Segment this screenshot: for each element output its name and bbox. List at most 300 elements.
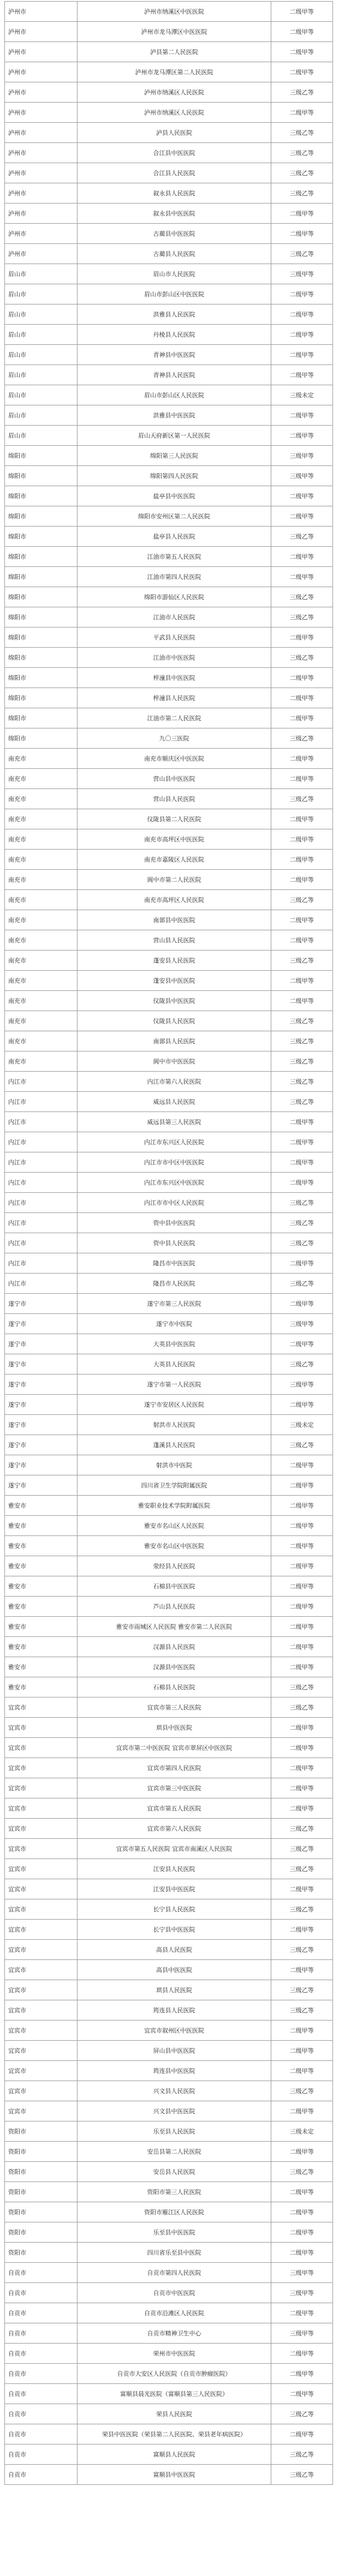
hospital-name-cell: 自贡市大安区人民医院（自贡市肿瘤医院） — [78, 2364, 271, 2384]
hospital-name-cell: 大英县中医医院 — [78, 1334, 271, 1354]
hospital-name-cell: 宜宾市第五人民医院 宜宾市南溪区人民医院 — [78, 1839, 271, 1859]
city-cell: 眉山市 — [5, 426, 78, 446]
hospital-name-cell: 仪陇县人民医院 — [78, 1011, 271, 1031]
city-cell: 泸州市 — [5, 143, 78, 163]
city-cell: 遂宁市 — [5, 1314, 78, 1334]
table-row — [5, 183, 333, 204]
city-cell: 宜宾市 — [5, 2061, 78, 2081]
hospital-name-cell: 叙永县中医医院 — [78, 204, 271, 224]
table-row — [5, 2444, 333, 2465]
hospital-name-cell: 泸州市龙马潭区第二人民医院 — [78, 62, 271, 82]
table-row — [5, 42, 333, 62]
hospital-name-cell: 梓潼县人民医院 — [78, 688, 271, 708]
table-row — [5, 2323, 333, 2344]
city-cell: 南充市 — [5, 1031, 78, 1051]
table-row — [5, 1920, 333, 1940]
city-cell: 绵阳市 — [5, 668, 78, 688]
table-row — [5, 809, 333, 829]
grade-cell: 三级乙等 — [271, 607, 332, 627]
grade-cell: 三级乙等 — [271, 1092, 332, 1112]
hospital-name-cell: 古蔺县中医医院 — [78, 224, 271, 244]
grade-cell: 三级乙等 — [271, 1819, 332, 1839]
city-cell: 南充市 — [5, 971, 78, 991]
table-row — [5, 1839, 333, 1859]
grade-cell: 二级甲等 — [271, 1879, 332, 1899]
table-row — [5, 1374, 333, 1395]
table-row — [5, 1556, 333, 1576]
city-cell: 泸州市 — [5, 204, 78, 224]
hospital-name-cell: 射洪市中医院 — [78, 1455, 271, 1475]
table-row — [5, 971, 333, 991]
grade-cell: 二级甲等 — [271, 2222, 332, 2243]
city-cell: 自贡市 — [5, 2384, 78, 2404]
table-row — [5, 284, 333, 304]
table-row — [5, 1274, 333, 1294]
hospital-name-cell: 遂宁市安居区人民医院 — [78, 1395, 271, 1415]
table-row — [5, 1092, 333, 1112]
table-row — [5, 547, 333, 567]
grade-cell: 三级乙等 — [271, 648, 332, 668]
city-cell: 绵阳市 — [5, 527, 78, 547]
table-row — [5, 991, 333, 1011]
city-cell: 绵阳市 — [5, 506, 78, 527]
table-row — [5, 527, 333, 547]
grade-cell: 二级甲等 — [271, 1475, 332, 1496]
table-row — [5, 1294, 333, 1314]
grade-cell: 三级乙等 — [271, 1940, 332, 1960]
hospital-name-cell: 仪陇县中医医院 — [78, 991, 271, 1011]
table-row — [5, 2283, 333, 2303]
table-row — [5, 607, 333, 627]
table-row — [5, 1395, 333, 1415]
grade-cell: 三级甲等 — [271, 446, 332, 466]
hospital-name-cell: 资阳市第三人民医院 — [78, 2182, 271, 2202]
grade-cell: 三级乙等 — [271, 2081, 332, 2101]
city-cell: 资阳市 — [5, 2243, 78, 2263]
city-cell: 泸州市 — [5, 82, 78, 103]
city-cell: 雅安市 — [5, 1576, 78, 1597]
table-row — [5, 163, 333, 183]
grade-cell: 三级乙等 — [271, 1011, 332, 1031]
hospital-name-cell: 丹棱县人民医院 — [78, 325, 271, 345]
hospital-name-cell: 合江县人民医院 — [78, 163, 271, 183]
city-cell: 遂宁市 — [5, 1395, 78, 1415]
city-cell: 自贡市 — [5, 2444, 78, 2465]
hospital-name-cell: 富顺县晨光医院（富顺县第三人民医院） — [78, 2384, 271, 2404]
city-cell: 泸州市 — [5, 62, 78, 82]
city-cell: 遂宁市 — [5, 1415, 78, 1435]
grade-cell: 二级甲等 — [271, 1718, 332, 1738]
table-row — [5, 1677, 333, 1698]
table-row — [5, 244, 333, 264]
table-row — [5, 1798, 333, 1819]
hospital-name-cell: 南部县中医医院 — [78, 910, 271, 930]
table-row — [5, 385, 333, 405]
grade-cell: 三级乙等 — [271, 2444, 332, 2465]
table-row — [5, 2121, 333, 2142]
table-row — [5, 2142, 333, 2162]
table-row — [5, 1435, 333, 1455]
grade-cell: 二级甲等 — [271, 1556, 332, 1576]
table-row — [5, 1455, 333, 1475]
hospital-name-cell: 青神县人民医院 — [78, 365, 271, 385]
hospital-name-cell: 营山县人民医院 — [78, 930, 271, 951]
grade-cell: 二级甲等 — [271, 1496, 332, 1516]
grade-cell: 三级乙等 — [271, 2000, 332, 2021]
grade-cell: 三级乙等 — [271, 1233, 332, 1253]
city-cell: 自贡市 — [5, 2323, 78, 2344]
table-row — [5, 1657, 333, 1677]
city-cell: 雅安市 — [5, 1657, 78, 1677]
table-row — [5, 304, 333, 325]
hospital-name-cell: 珙县人民医院 — [78, 1980, 271, 2000]
hospital-name-cell: 江油市第四人民医院 — [78, 567, 271, 587]
grade-cell: 二级甲等 — [271, 1597, 332, 1617]
grade-cell: 三级甲等 — [271, 1314, 332, 1334]
hospital-name-cell: 荣州市中医医院 — [78, 2344, 271, 2364]
grade-cell: 二级甲等 — [271, 304, 332, 325]
hospital-name-cell: 宜宾市第三中医医院 — [78, 1778, 271, 1798]
hospital-name-cell: 南充市高坪区中医医院 — [78, 829, 271, 850]
city-cell: 南充市 — [5, 930, 78, 951]
city-cell: 遂宁市 — [5, 1334, 78, 1354]
grade-cell: 三级甲等 — [271, 1374, 332, 1395]
table-row — [5, 82, 333, 103]
table-row — [5, 405, 333, 426]
table-row — [5, 1698, 333, 1718]
table-row — [5, 1940, 333, 1960]
hospital-name-cell: 南部县人民医院 — [78, 1031, 271, 1051]
grade-cell: 三级乙等 — [271, 951, 332, 971]
hospital-name-cell: 高县中医医院 — [78, 1960, 271, 1980]
hospital-name-cell: 盐亭县中医医院 — [78, 486, 271, 506]
hospital-name-cell: 宜宾市第二中医医院 宜宾市翠屏区中医医院 — [78, 1738, 271, 1758]
city-cell: 资阳市 — [5, 2222, 78, 2243]
table-row — [5, 1314, 333, 1334]
hospital-name-cell: 蓬溪县人民医院 — [78, 1435, 271, 1455]
grade-cell: 二级甲等 — [271, 1516, 332, 1536]
table-row — [5, 567, 333, 587]
city-cell: 遂宁市 — [5, 1354, 78, 1374]
grade-cell: 三级乙等 — [271, 163, 332, 183]
table-row — [5, 2101, 333, 2121]
grade-cell: 二级甲等 — [271, 62, 332, 82]
hospital-name-cell: 内江市市中区中医医院 — [78, 1152, 271, 1173]
grade-cell: 三级乙等 — [271, 82, 332, 103]
table-row — [5, 1879, 333, 1899]
city-cell: 内江市 — [5, 1233, 78, 1253]
table-row — [5, 1475, 333, 1496]
table-row — [5, 2465, 333, 2485]
table-row — [5, 1758, 333, 1778]
grade-cell: 二级甲等 — [271, 2101, 332, 2121]
table-row — [5, 204, 333, 224]
table-row — [5, 2000, 333, 2021]
table-row — [5, 1980, 333, 2000]
table-row — [5, 910, 333, 930]
hospital-name-cell: 珙县中医医院 — [78, 1718, 271, 1738]
grade-cell: 三级乙等 — [271, 1980, 332, 2000]
table-row — [5, 1516, 333, 1536]
grade-cell: 二级甲等 — [271, 1173, 332, 1193]
grade-cell: 二级甲等 — [271, 2041, 332, 2061]
table-row — [5, 2202, 333, 2222]
hospital-name-cell: 江油市第五人民医院 — [78, 547, 271, 567]
city-cell: 宜宾市 — [5, 1839, 78, 1859]
grade-cell: 三级乙等 — [271, 789, 332, 809]
hospital-name-cell: 内江市市中区人民医院 — [78, 1193, 271, 1213]
table-row — [5, 1960, 333, 1980]
hospital-name-cell: 威远县人民医院 — [78, 1092, 271, 1112]
city-cell: 自贡市 — [5, 2303, 78, 2323]
grade-cell: 二级甲等 — [271, 547, 332, 567]
grade-cell: 三级未定 — [271, 2121, 332, 2142]
table-row — [5, 1597, 333, 1617]
city-cell: 泸州市 — [5, 224, 78, 244]
hospital-name-cell: 蓬安县中医医院 — [78, 971, 271, 991]
hospital-name-cell: 乐至县人民医院 — [78, 2121, 271, 2142]
city-cell: 绵阳市 — [5, 708, 78, 728]
hospital-name-cell: 屏山县中医医院 — [78, 2041, 271, 2061]
table-row — [5, 2162, 333, 2182]
hospital-name-cell: 自贡市沿滩区人民医院 — [78, 2303, 271, 2323]
grade-cell: 三级乙等 — [271, 1839, 332, 1859]
city-cell: 雅安市 — [5, 1617, 78, 1637]
city-cell: 雅安市 — [5, 1516, 78, 1536]
city-cell: 泸州市 — [5, 183, 78, 204]
city-cell: 南充市 — [5, 951, 78, 971]
table-row — [5, 1253, 333, 1274]
hospital-name-cell: 眉山天府新区第一人民医院 — [78, 426, 271, 446]
hospital-name-cell: 隆昌市中医医院 — [78, 1253, 271, 1274]
grade-cell: 三级甲等 — [271, 2323, 332, 2344]
grade-cell: 二级甲等 — [271, 2424, 332, 2444]
hospital-name-cell: 江安县人民医院 — [78, 1859, 271, 1879]
table-row — [5, 1011, 333, 1031]
hospital-name-cell: 荣县人民医院 — [78, 2404, 271, 2424]
hospital-name-cell: 洪雅县中医医院 — [78, 405, 271, 426]
city-cell: 宜宾市 — [5, 2101, 78, 2121]
table-row — [5, 2, 333, 22]
city-cell: 内江市 — [5, 1274, 78, 1294]
grade-cell: 二级甲等 — [271, 1536, 332, 1556]
hospital-name-cell: 长宁县人民医院 — [78, 1899, 271, 1920]
table-row — [5, 1031, 333, 1051]
city-cell: 绵阳市 — [5, 547, 78, 567]
hospital-name-cell: 九〇三医院 — [78, 728, 271, 749]
hospital-name-cell: 隆昌市人民医院 — [78, 1274, 271, 1294]
city-cell: 眉山市 — [5, 405, 78, 426]
city-cell: 内江市 — [5, 1173, 78, 1193]
city-cell: 资阳市 — [5, 2182, 78, 2202]
table-row — [5, 1415, 333, 1435]
city-cell: 宜宾市 — [5, 1798, 78, 1819]
table-row — [5, 951, 333, 971]
city-cell: 自贡市 — [5, 2283, 78, 2303]
city-cell: 雅安市 — [5, 1637, 78, 1657]
table-row — [5, 1193, 333, 1213]
grade-cell: 二级甲等 — [271, 2384, 332, 2404]
city-cell: 遂宁市 — [5, 1475, 78, 1496]
city-cell: 宜宾市 — [5, 1899, 78, 1920]
hospital-table — [4, 1, 333, 2485]
city-cell: 南充市 — [5, 910, 78, 930]
hospital-name-cell: 高县人民医院 — [78, 1940, 271, 1960]
city-cell: 眉山市 — [5, 385, 78, 405]
grade-cell: 二级甲等 — [271, 809, 332, 829]
city-cell: 宜宾市 — [5, 1940, 78, 1960]
grade-cell: 二级甲等 — [271, 1253, 332, 1274]
grade-cell: 二级甲等 — [271, 2364, 332, 2384]
table-row — [5, 2384, 333, 2404]
table-row — [5, 2222, 333, 2243]
table-row — [5, 648, 333, 668]
grade-cell: 二级甲等 — [271, 2061, 332, 2081]
hospital-name-cell: 绵阳市游仙区人民医院 — [78, 587, 271, 607]
hospital-name-cell: 资阳市雁江区人民医院 — [78, 2202, 271, 2222]
grade-cell: 三级乙等 — [271, 2162, 332, 2182]
hospital-name-cell: 泸州市纳溪区人民医院 — [78, 82, 271, 103]
table-row — [5, 2344, 333, 2364]
city-cell: 雅安市 — [5, 1556, 78, 1576]
grade-cell: 三级乙等 — [271, 1698, 332, 1718]
grade-cell: 二级甲等 — [271, 2142, 332, 2162]
city-cell: 绵阳市 — [5, 446, 78, 466]
grade-cell: 二级甲等 — [271, 708, 332, 728]
city-cell: 泸州市 — [5, 22, 78, 42]
city-cell: 泸州市 — [5, 103, 78, 123]
city-cell: 宜宾市 — [5, 2041, 78, 2061]
table-row — [5, 728, 333, 749]
hospital-name-cell: 宜宾市第四人民医院 — [78, 1758, 271, 1778]
hospital-name-cell: 泸县第二人民医院 — [78, 42, 271, 62]
grade-cell: 三级乙等 — [271, 1274, 332, 1294]
hospital-name-cell: 绵阳第四人民医院 — [78, 466, 271, 486]
table-row — [5, 345, 333, 365]
table-row — [5, 143, 333, 163]
grade-cell: 二级甲等 — [271, 2202, 332, 2222]
hospital-name-cell: 汉源县人民医院 — [78, 1637, 271, 1657]
grade-cell: 二级甲等 — [271, 1960, 332, 1980]
city-cell: 绵阳市 — [5, 688, 78, 708]
city-cell: 内江市 — [5, 1193, 78, 1213]
grade-cell: 二级甲等 — [271, 103, 332, 123]
city-cell: 内江市 — [5, 1092, 78, 1112]
grade-cell: 三级乙等 — [271, 1072, 332, 1092]
grade-cell: 三级甲等 — [271, 2283, 332, 2303]
grade-cell: 三级乙等 — [271, 527, 332, 547]
city-cell: 自贡市 — [5, 2404, 78, 2424]
city-cell: 宜宾市 — [5, 1879, 78, 1899]
hospital-name-cell: 泸县人民医院 — [78, 123, 271, 143]
grade-cell: 三级乙等 — [271, 183, 332, 204]
city-cell: 南充市 — [5, 890, 78, 910]
grade-cell: 三级乙等 — [271, 1051, 332, 1072]
table-row — [5, 446, 333, 466]
hospital-name-cell: 汉源县中医医院 — [78, 1657, 271, 1677]
hospital-name-cell: 筠连县中医医院 — [78, 2061, 271, 2081]
hospital-name-cell: 乐至县中医医院 — [78, 2222, 271, 2243]
hospital-name-cell: 自贡市精神卫生中心 — [78, 2323, 271, 2344]
hospital-name-cell: 遂宁市第一人民医院 — [78, 1374, 271, 1395]
hospital-name-cell: 资中县中医医院 — [78, 1213, 271, 1233]
table-row — [5, 103, 333, 123]
city-cell: 绵阳市 — [5, 728, 78, 749]
table-row — [5, 769, 333, 789]
grade-cell: 二级甲等 — [271, 2021, 332, 2041]
city-cell: 遂宁市 — [5, 1294, 78, 1314]
grade-cell: 二级甲等 — [271, 668, 332, 688]
table-row — [5, 365, 333, 385]
city-cell: 宜宾市 — [5, 1718, 78, 1738]
table-row — [5, 627, 333, 648]
grade-cell: 二级甲等 — [271, 284, 332, 304]
city-cell: 宜宾市 — [5, 1920, 78, 1940]
hospital-name-cell: 富顺县人民医院 — [78, 2444, 271, 2465]
grade-cell: 二级甲等 — [271, 1112, 332, 1132]
grade-cell: 二级甲等 — [271, 1617, 332, 1637]
table-row — [5, 1718, 333, 1738]
city-cell: 资阳市 — [5, 2121, 78, 2142]
hospital-name-cell: 宜宾市叙州区中医医院 — [78, 2021, 271, 2041]
grade-cell: 二级甲等 — [271, 2243, 332, 2263]
hospital-name-cell: 荣县中医医院（荣县第二人民医院、荣县老年病医院） — [78, 2424, 271, 2444]
hospital-name-cell: 叙永县人民医院 — [78, 183, 271, 204]
table-row — [5, 1576, 333, 1597]
table-row — [5, 1213, 333, 1233]
city-cell: 宜宾市 — [5, 1819, 78, 1839]
table-row — [5, 426, 333, 446]
table-row — [5, 224, 333, 244]
grade-cell: 三级未定 — [271, 385, 332, 405]
city-cell: 眉山市 — [5, 345, 78, 365]
city-cell: 内江市 — [5, 1253, 78, 1274]
hospital-name-cell: 南充市高坪区人民医院 — [78, 890, 271, 910]
table-row — [5, 1778, 333, 1798]
hospital-name-cell: 合江县中医医院 — [78, 143, 271, 163]
city-cell: 宜宾市 — [5, 1758, 78, 1778]
table-row — [5, 2081, 333, 2101]
hospital-name-cell: 四川省卫生学院附属医院 — [78, 1475, 271, 1496]
table-row — [5, 22, 333, 42]
grade-cell: 三级乙等 — [271, 244, 332, 264]
city-cell: 内江市 — [5, 1213, 78, 1233]
hospital-name-cell: 绵阳市安州区第二人民医院 — [78, 506, 271, 527]
grade-cell: 三级乙等 — [271, 1193, 332, 1213]
city-cell: 南充市 — [5, 809, 78, 829]
city-cell: 内江市 — [5, 1132, 78, 1152]
hospital-name-cell: 宜宾市第五人民医院 — [78, 1798, 271, 1819]
hospital-name-cell: 内江市东兴区中医医院 — [78, 1173, 271, 1193]
grade-cell: 二级甲等 — [271, 42, 332, 62]
table-row — [5, 789, 333, 809]
table-row — [5, 850, 333, 870]
grade-cell: 二级甲等 — [271, 1798, 332, 1819]
table-row — [5, 668, 333, 688]
table-row — [5, 1637, 333, 1657]
table-row — [5, 2041, 333, 2061]
city-cell: 宜宾市 — [5, 2000, 78, 2021]
city-cell: 自贡市 — [5, 2465, 78, 2485]
table-row — [5, 1819, 333, 1839]
hospital-name-cell: 内江市第六人民医院 — [78, 1072, 271, 1092]
hospital-name-cell: 资中县人民医院 — [78, 1233, 271, 1253]
city-cell: 自贡市 — [5, 2263, 78, 2283]
city-cell: 眉山市 — [5, 365, 78, 385]
grade-cell: 二级甲等 — [271, 22, 332, 42]
table-row — [5, 2303, 333, 2323]
grade-cell: 三级甲等 — [271, 2263, 332, 2283]
